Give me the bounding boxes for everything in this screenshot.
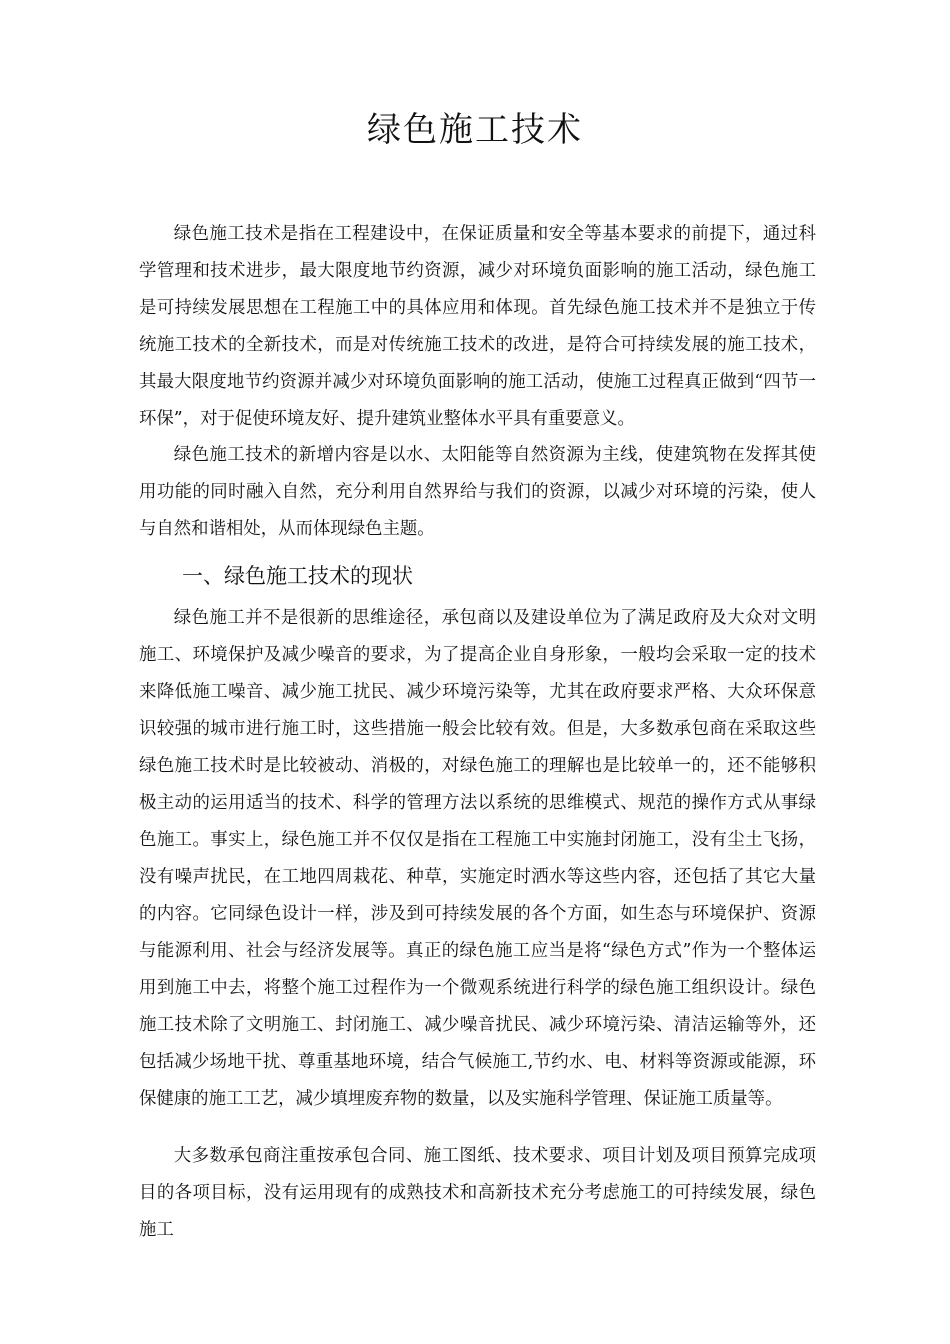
intro-paragraph-1-block bbox=[139, 216, 816, 438]
intro-paragraph-1: 绿色施工技术是指在工程建设中，在保证质量和安全等基本要求的前提下，通过科学管理和技术进步，最大限度地节约资源，减少对环境负面影响的施工活动，绿色施工是可持续发展思想在工程施工中的具体应用和体现。首先绿色施工技术并不是独立于传统施工技术的全新技术，而是对传统施工技术的改进，是符合可持续发展的施工技术，其最大限度地节约资源并减少对环境负面影响的施工活动，使施工过程真正做到“四节一环保”，对于促使环境友好、提升建筑业整体水平具有重要意义。 bbox=[139, 224, 816, 429]
section-paragraph-2-block bbox=[139, 1138, 816, 1249]
section-paragraph-1: 绿色施工并不是很新的思维途径，承包商以及建设单位为了满足政府及大众对文明施工、环境保护及减少噪音的要求，为了提高企业自身形象，一般均会采取一定的技术来降低施工噪音、减少施工扰民、减少环境污染等，尤其在政府要求严格、大众环保意识较强的城市进行施工时，这些措施一般会比较有效。但是，大多数承包商在采取这些绿色施工技术时是比较被动、消极的，对绿色施工的理解也是比较单一的，还不能够积极主动的运用适当的技术、科学的管理方法以系统的思维模式、规范的操作方式从事绿色施工。事实上，绿色施工并不仅仅是指在工程施工中实施封闭施工，没有尘土飞扬，没有噪声扰民，在工地四周栽花、种草，实施定时洒水等这些内容，还包括了其它大量的内容。它同绿色设计一样，涉及到可持续发展的各个方面，如生态与环境保护、资源与能源利用、社会与经济发展等。真正的绿色施工应当是将“绿色方式”作为一个整体运用到施工中去，将整个施工过程作为一个微观系统进行科学的绿色施工组织设计。绿色施工技术除了文明施工、封闭施工、减少噪音扰民、减少环境污染、清洁运输等外，还包括减少场地干扰、尊重基地环境，结合气候施工,节约水、电、材料等资源或能源，环保健康的施工工艺，减少填埋废弃物的数量，以及实施科学管理、保证施工质量等。 bbox=[139, 608, 816, 1109]
intro-paragraph-2-block bbox=[139, 437, 816, 548]
section-paragraph-1-block bbox=[139, 600, 816, 1118]
document-title: 绿色施工技术 bbox=[367, 110, 583, 150]
intro-paragraph-2: 绿色施工技术的新增内容是以水、太阳能等自然资源为主线，使建筑物在发挥其使用功能的同时融入自然，充分利用自然界给与我们的资源，以减少对环境的污染，使人与自然和谐相处，从而体现绿色主题。 bbox=[139, 445, 816, 539]
section-heading-status: 一、绿色施工技术的现状 bbox=[182, 564, 413, 588]
section-paragraph-2: 大多数承包商注重按承包合同、施工图纸、技术要求、项目计划及项目预算完成项目的各项目标，没有运用现有的成熟技术和高新技术充分考虑施工的可持续发展，绿色施工 bbox=[139, 1146, 816, 1240]
